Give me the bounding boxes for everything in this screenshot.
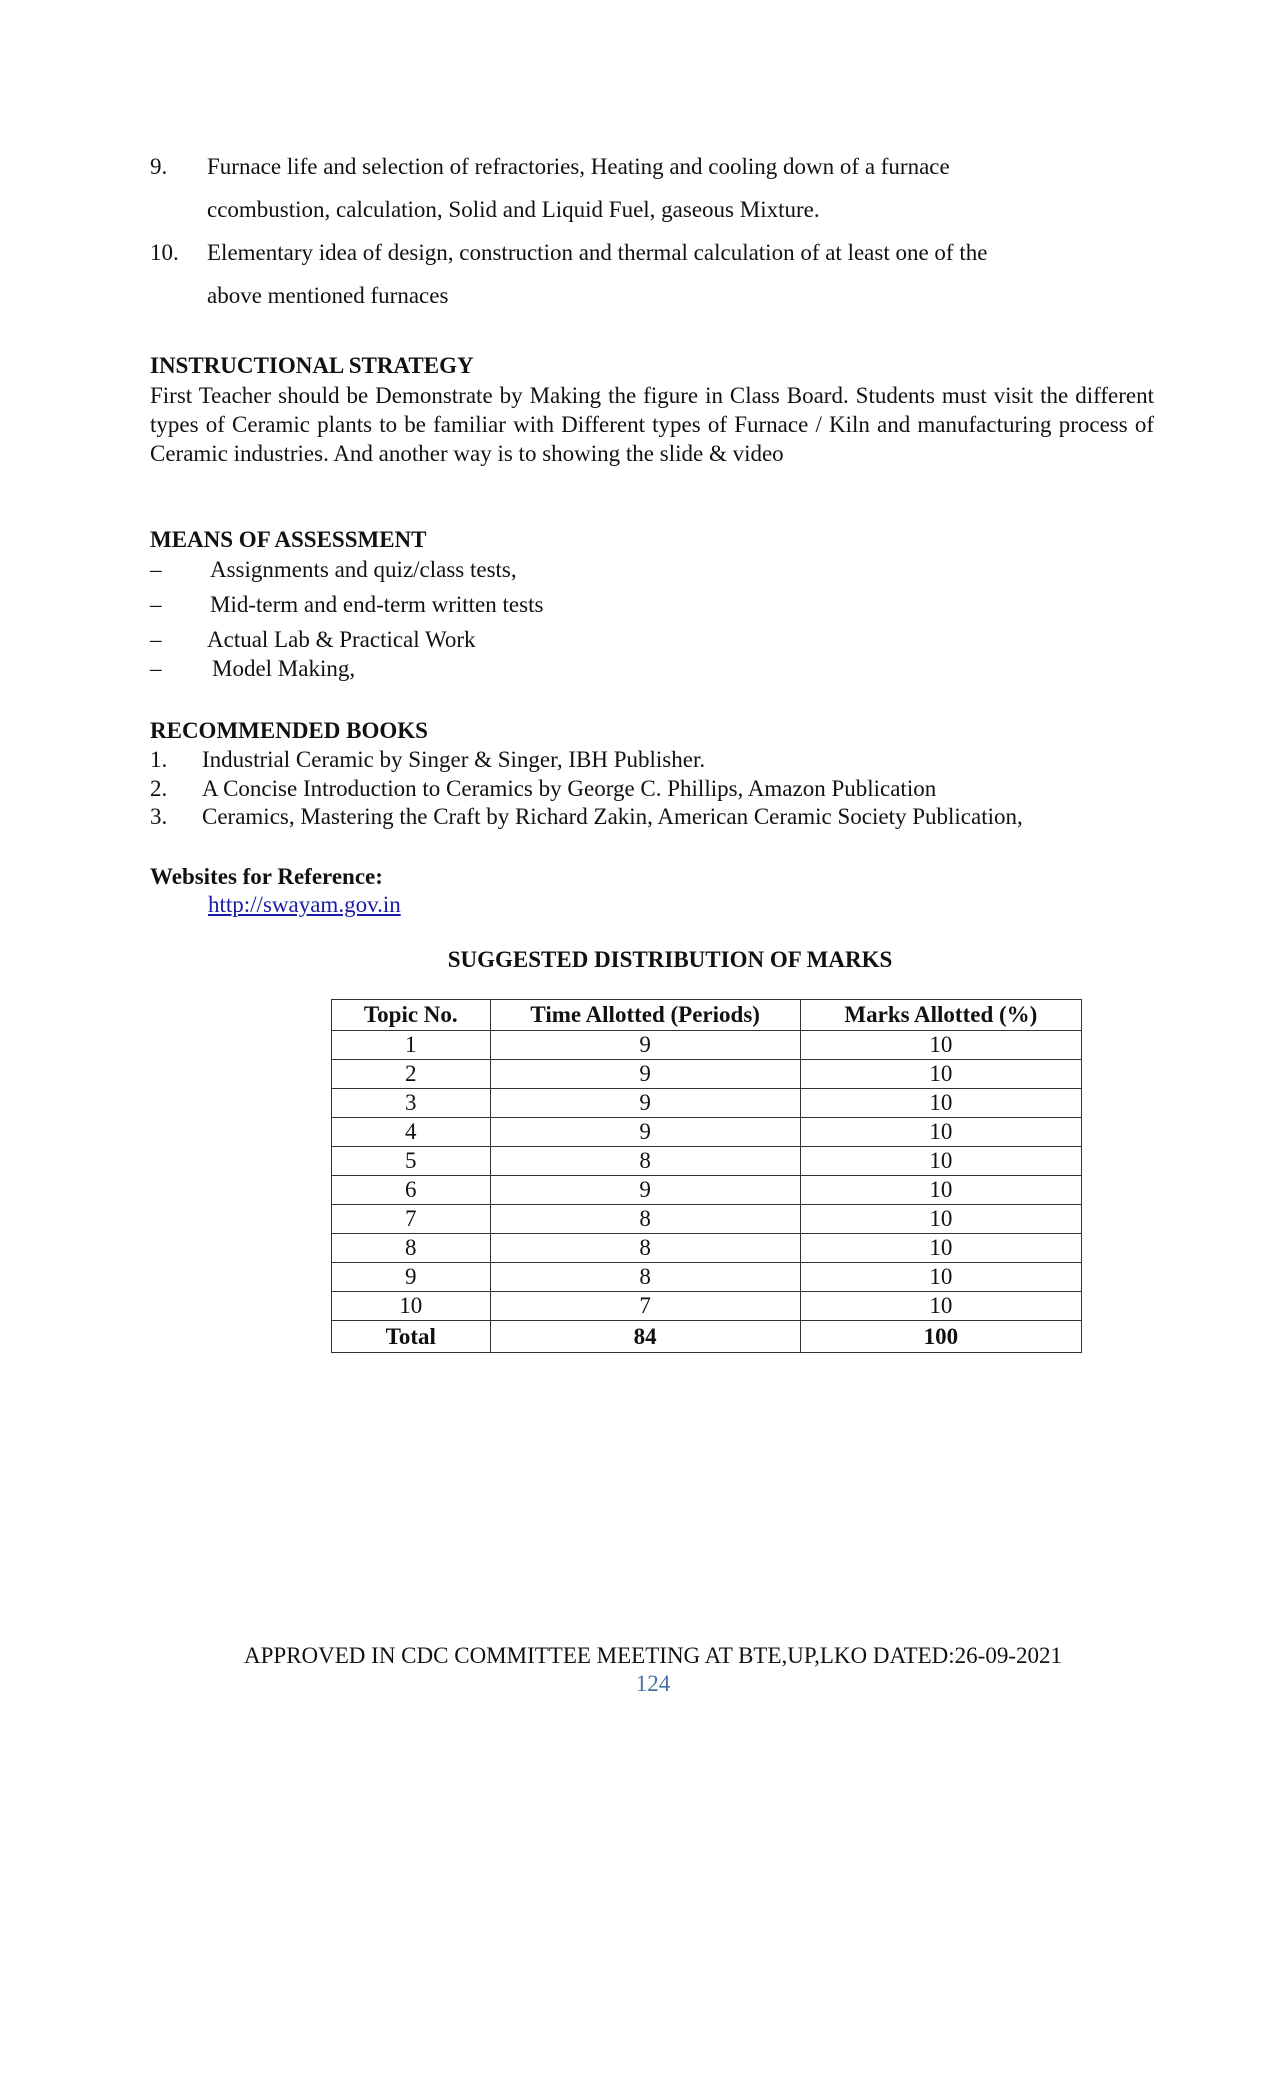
assessment-item-text: Mid-term and end-term written tests (210, 592, 544, 617)
cell-topic: 8 (332, 1234, 491, 1263)
list-item-9 (150, 145, 1130, 231)
list-item-10 (150, 231, 1130, 317)
dash-bullet: – (150, 627, 162, 652)
table-row (332, 1234, 1082, 1263)
cell-marks: 10 (800, 1060, 1081, 1089)
cell-time: 9 (490, 1118, 800, 1147)
item-line: above mentioned furnaces (207, 283, 449, 308)
cell-topic: 1 (332, 1031, 491, 1060)
cell-time: 9 (490, 1176, 800, 1205)
cell-time: 8 (490, 1205, 800, 1234)
websites-heading: Websites for Reference: (150, 864, 383, 889)
cell-marks: 10 (800, 1292, 1081, 1321)
book-number: 2. (150, 776, 168, 801)
book-text: Industrial Ceramic by Singer & Singer, IBH Publisher. (202, 747, 706, 772)
book-text: Ceramics, Mastering the Craft by Richard Zakin, American Ceramic Society Publication, (202, 804, 1023, 829)
cell-topic: 5 (332, 1147, 491, 1176)
marks-table (331, 999, 1082, 1353)
recommended-books-heading: RECOMMENDED BOOKS (150, 718, 428, 743)
cell-topic: 4 (332, 1118, 491, 1147)
cell-marks: 10 (800, 1118, 1081, 1147)
cell-topic: 10 (332, 1292, 491, 1321)
cell-topic: 9 (332, 1263, 491, 1292)
table-row (332, 1031, 1082, 1060)
cell-marks: 10 (800, 1263, 1081, 1292)
cell-topic: 7 (332, 1205, 491, 1234)
instructional-strategy-heading: INSTRUCTIONAL STRATEGY (150, 353, 474, 378)
item-line: Furnace life and selection of refractories, Heating and cooling down of a furnace (207, 154, 950, 179)
cell-marks: 10 (800, 1031, 1081, 1060)
table-row (332, 1292, 1082, 1321)
cell-marks: 10 (800, 1176, 1081, 1205)
cell-topic: 6 (332, 1176, 491, 1205)
cell-time: 8 (490, 1234, 800, 1263)
cell-time: 8 (490, 1147, 800, 1176)
cell-time: 7 (490, 1292, 800, 1321)
book-number: 3. (150, 804, 168, 829)
cell-marks: 10 (800, 1089, 1081, 1118)
table-row (332, 1205, 1082, 1234)
cell-marks: 10 (800, 1147, 1081, 1176)
item-line: ccombustion, calculation, Solid and Liquid Fuel, gaseous Mixture. (207, 197, 820, 222)
cell-marks: 10 (800, 1234, 1081, 1263)
header-topic-no: Topic No. (332, 1000, 491, 1031)
approval-footer: APPROVED IN CDC COMMITTEE MEETING AT BTE,UP,LKO DATED:26-09-2021 (244, 1643, 1062, 1668)
cell-time: 9 (490, 1031, 800, 1060)
table-row (332, 1089, 1082, 1118)
assessment-item-text: Actual Lab & Practical Work (207, 627, 476, 652)
table-total-row (332, 1321, 1082, 1353)
means-of-assessment-heading: MEANS OF ASSESSMENT (150, 527, 427, 552)
table-row (332, 1118, 1082, 1147)
table-header-row (332, 1000, 1082, 1031)
assessment-item-text: Assignments and quiz/class tests, (210, 557, 517, 582)
header-marks-allotted: Marks Allotted (%) (800, 1000, 1081, 1031)
cell-total-marks: 100 (800, 1321, 1081, 1353)
table-row (332, 1060, 1082, 1089)
cell-total-label: Total (332, 1321, 491, 1353)
book-number: 1. (150, 747, 168, 772)
item-number: 10. (150, 240, 179, 265)
swayam-link[interactable]: http://swayam.gov.in (208, 892, 401, 917)
marks-table-title: SUGGESTED DISTRIBUTION OF MARKS (447, 947, 893, 972)
table-row (332, 1147, 1082, 1176)
dash-bullet: – (150, 592, 162, 617)
cell-marks: 10 (800, 1205, 1081, 1234)
instructional-strategy-text: First Teacher should be Demonstrate by Making the figure in Class Board. Students must visit the different types of Ceramic plants to be familiar with Different types of Furnace / Kiln and manufacturing process of Ceramic industries. And another way is to showing the slide & video (150, 383, 1154, 466)
header-time-allotted: Time Allotted (Periods) (490, 1000, 800, 1031)
cell-time: 9 (490, 1060, 800, 1089)
table-row (332, 1263, 1082, 1292)
page-number: 124 (635, 1671, 671, 1696)
cell-total-time: 84 (490, 1321, 800, 1353)
cell-topic: 2 (332, 1060, 491, 1089)
cell-time: 8 (490, 1263, 800, 1292)
item-number: 9. (150, 154, 168, 179)
book-text: A Concise Introduction to Ceramics by George C. Phillips, Amazon Publication (202, 776, 937, 801)
cell-topic: 3 (332, 1089, 491, 1118)
item-line: Elementary idea of design, construction and thermal calculation of at least one of the (207, 240, 988, 265)
assessment-item-text: Model Making, (212, 656, 356, 681)
table-row (332, 1176, 1082, 1205)
dash-bullet: – (150, 557, 162, 582)
dash-bullet: – (150, 656, 162, 681)
cell-time: 9 (490, 1089, 800, 1118)
